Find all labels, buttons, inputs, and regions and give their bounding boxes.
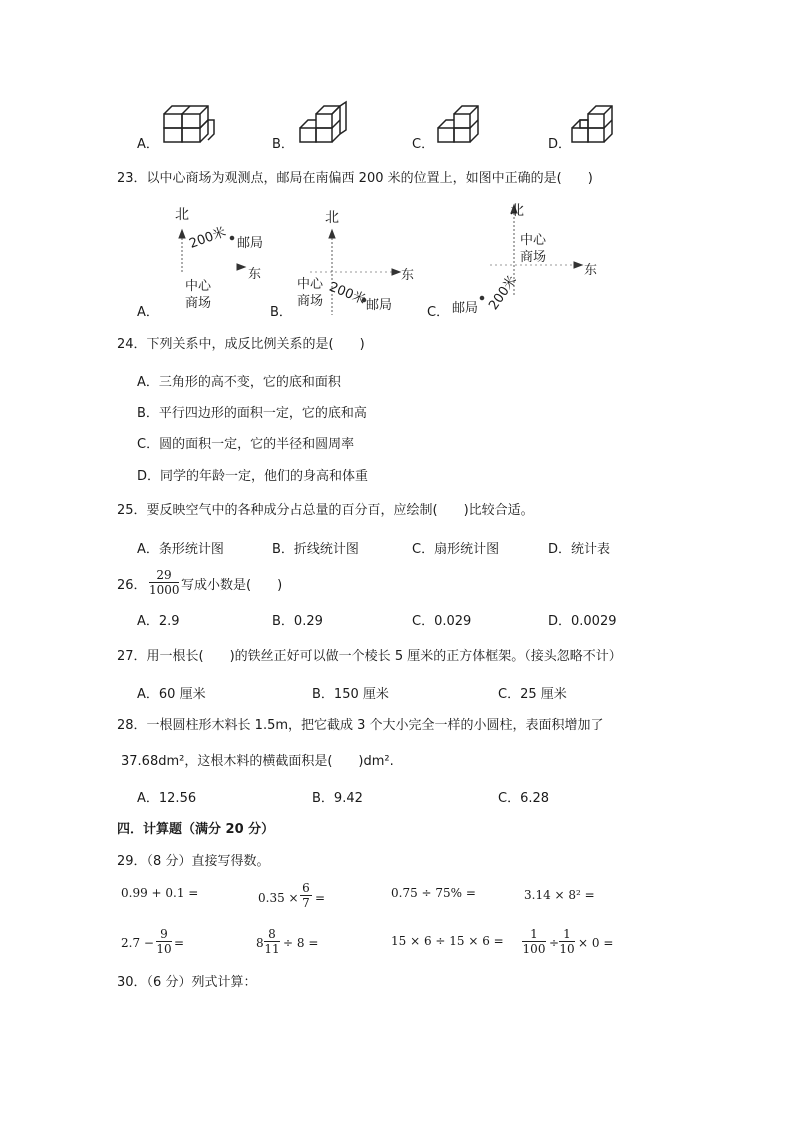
q29-question: 29．（8 分）直接写得数。 xyxy=(117,854,270,869)
q23-b-post-office-label: 邮局 xyxy=(366,298,393,313)
q29-e6-numerator: 8 xyxy=(264,927,280,942)
section-4-heading: 四．计算题（满分 20 分） xyxy=(117,822,275,837)
q23-a-post-office-label: 邮局 xyxy=(237,236,264,251)
q23-c-post-office-label: 邮局 xyxy=(452,301,479,316)
q23-a-north-label: 北 xyxy=(175,207,189,223)
q24-question: 24．下列关系中，成反比例关系的是( ) xyxy=(117,337,365,352)
q29-e6-fraction xyxy=(264,927,280,956)
q23-b-center-label-1: 中心 xyxy=(297,277,324,292)
q29-e2-numerator: 6 xyxy=(300,881,312,896)
q29-e8-fraction-1 xyxy=(522,927,546,956)
q22-option-a-label: A． xyxy=(137,137,159,152)
q26-fraction xyxy=(149,568,179,597)
q26-option-d: D．0.0029 xyxy=(548,614,617,629)
q23-b-north-label: 北 xyxy=(325,210,339,226)
q22-option-b-label: B． xyxy=(272,137,294,152)
q22-option-c-cube-figure xyxy=(436,100,488,148)
q29-expression-4: 3.14 × 8² = xyxy=(524,888,595,902)
q29-e8-operator: ÷ xyxy=(549,936,560,950)
q29-e2-left: 0.35 × xyxy=(258,891,299,905)
q26-fraction-numerator: 29 xyxy=(149,568,179,583)
q26-option-b: B．0.29 xyxy=(272,614,323,629)
q23-c-center-label-1: 中心 xyxy=(520,233,547,248)
q26-question-text: 写成小数是( ) xyxy=(181,578,283,593)
q29-expression-7: 15 × 6 ÷ 15 × 6 = xyxy=(391,934,504,948)
q23-b-east-label: 东 xyxy=(401,268,415,283)
q23-option-b-label: B． xyxy=(270,305,292,320)
q29-e8-denominator-1: 100 xyxy=(522,942,546,956)
q22-option-c-label: C． xyxy=(412,137,435,152)
q26-number: 26． xyxy=(117,578,147,593)
q29-e2-equals: = xyxy=(315,891,326,905)
q23-c-center-label-2: 商场 xyxy=(520,250,547,265)
q23-b-distance-label: 200米 xyxy=(326,279,368,308)
q28-option-a: A．12.56 xyxy=(137,791,197,806)
q29-e5-fraction xyxy=(156,927,172,956)
q23-c-east-label: 东 xyxy=(584,263,598,278)
q29-e8-fraction-2 xyxy=(559,927,575,956)
q27-option-b: B．150 厘米 xyxy=(312,687,389,702)
q23-option-a-label: A． xyxy=(137,305,159,320)
q25-option-a: A．条形统计图 xyxy=(137,542,224,557)
q28-option-b: B．9.42 xyxy=(312,791,363,806)
q22-option-d-label: D． xyxy=(548,137,572,152)
q29-e2-fraction xyxy=(300,881,312,910)
q29-e8-denominator-2: 10 xyxy=(559,942,575,956)
q23-question: 23．以中心商场为观测点，邮局在南偏西 200 米的位置上，如图中正确的是( ) xyxy=(117,171,593,186)
q22-option-b-cube-figure xyxy=(296,98,350,148)
q24-option-b: B．平行四边形的面积一定，它的底和高 xyxy=(137,406,367,421)
q24-option-a: A．三角形的高不变，它的底和面积 xyxy=(137,375,341,390)
q25-option-b: B．折线统计图 xyxy=(272,542,359,557)
q24-option-d: D．同学的年龄一定，他们的身高和体重 xyxy=(137,469,369,484)
q23-option-c-label: C． xyxy=(427,305,450,320)
q22-option-d-cube-figure xyxy=(570,100,622,148)
q24-option-c: C．圆的面积一定，它的半径和圆周率 xyxy=(137,437,355,452)
q23-b-center-label-2: 商场 xyxy=(297,294,324,309)
q27-option-a: A．60 厘米 xyxy=(137,687,206,702)
q29-e5-equals: = xyxy=(174,936,185,950)
q29-e6-rest: ÷ 8 = xyxy=(283,936,319,950)
q23-a-center-label-2: 商场 xyxy=(185,296,212,311)
q29-e5-denominator: 10 xyxy=(156,942,172,956)
q22-option-a-cube-figure xyxy=(160,100,220,148)
q29-e8-rest: × 0 = xyxy=(578,936,614,950)
q26-option-a: A．2.9 xyxy=(137,614,180,629)
q23-a-center-label-1: 中心 xyxy=(185,279,212,294)
q27-question: 27．用一根长( )的铁丝正好可以做一个棱长 5 厘米的正方体框架。（接头忽略不计） xyxy=(117,649,622,664)
q26-option-c: C．0.029 xyxy=(412,614,472,629)
q23-a-east-label: 东 xyxy=(248,267,262,282)
q25-question: 25．要反映空气中的各种成分占总量的百分百，应绘制( )比较合适。 xyxy=(117,503,534,518)
q29-e8-numerator-2: 1 xyxy=(559,927,575,942)
q29-e8-numerator-1: 1 xyxy=(522,927,546,942)
q29-e6-whole: 8 xyxy=(256,936,264,950)
q29-expression-1: 0.99 + 0.1 = xyxy=(121,886,199,900)
q29-e5-numerator: 9 xyxy=(156,927,172,942)
q23-c-north-label: 北 xyxy=(510,203,524,219)
q28-question-line-2: 37.68dm²，这根木料的横截面积是( )dm². xyxy=(121,754,394,769)
q30-question: 30．（6 分）列式计算： xyxy=(117,975,257,990)
q28-question-line-1: 28．一根圆柱形木料长 1.5m，把它截成 3 个大小完全一样的小圆柱，表面积增加了 xyxy=(117,718,604,733)
q25-option-c: C．扇形统计图 xyxy=(412,542,500,557)
q27-option-c: C．25 厘米 xyxy=(498,687,567,702)
q29-e2-denominator: 7 xyxy=(302,896,310,910)
q25-option-d: D．统计表 xyxy=(548,542,611,557)
q29-e6-denominator: 11 xyxy=(264,942,280,956)
q23-c-distance-label: 200米 xyxy=(486,273,521,313)
q29-expression-3: 0.75 ÷ 75% = xyxy=(391,886,476,900)
q26-fraction-denominator: 1000 xyxy=(149,583,180,597)
q28-option-c: C．6.28 xyxy=(498,791,550,806)
q23-a-distance-label: 200米 xyxy=(187,224,229,252)
q29-e5-left: 2.7 − xyxy=(121,936,154,950)
